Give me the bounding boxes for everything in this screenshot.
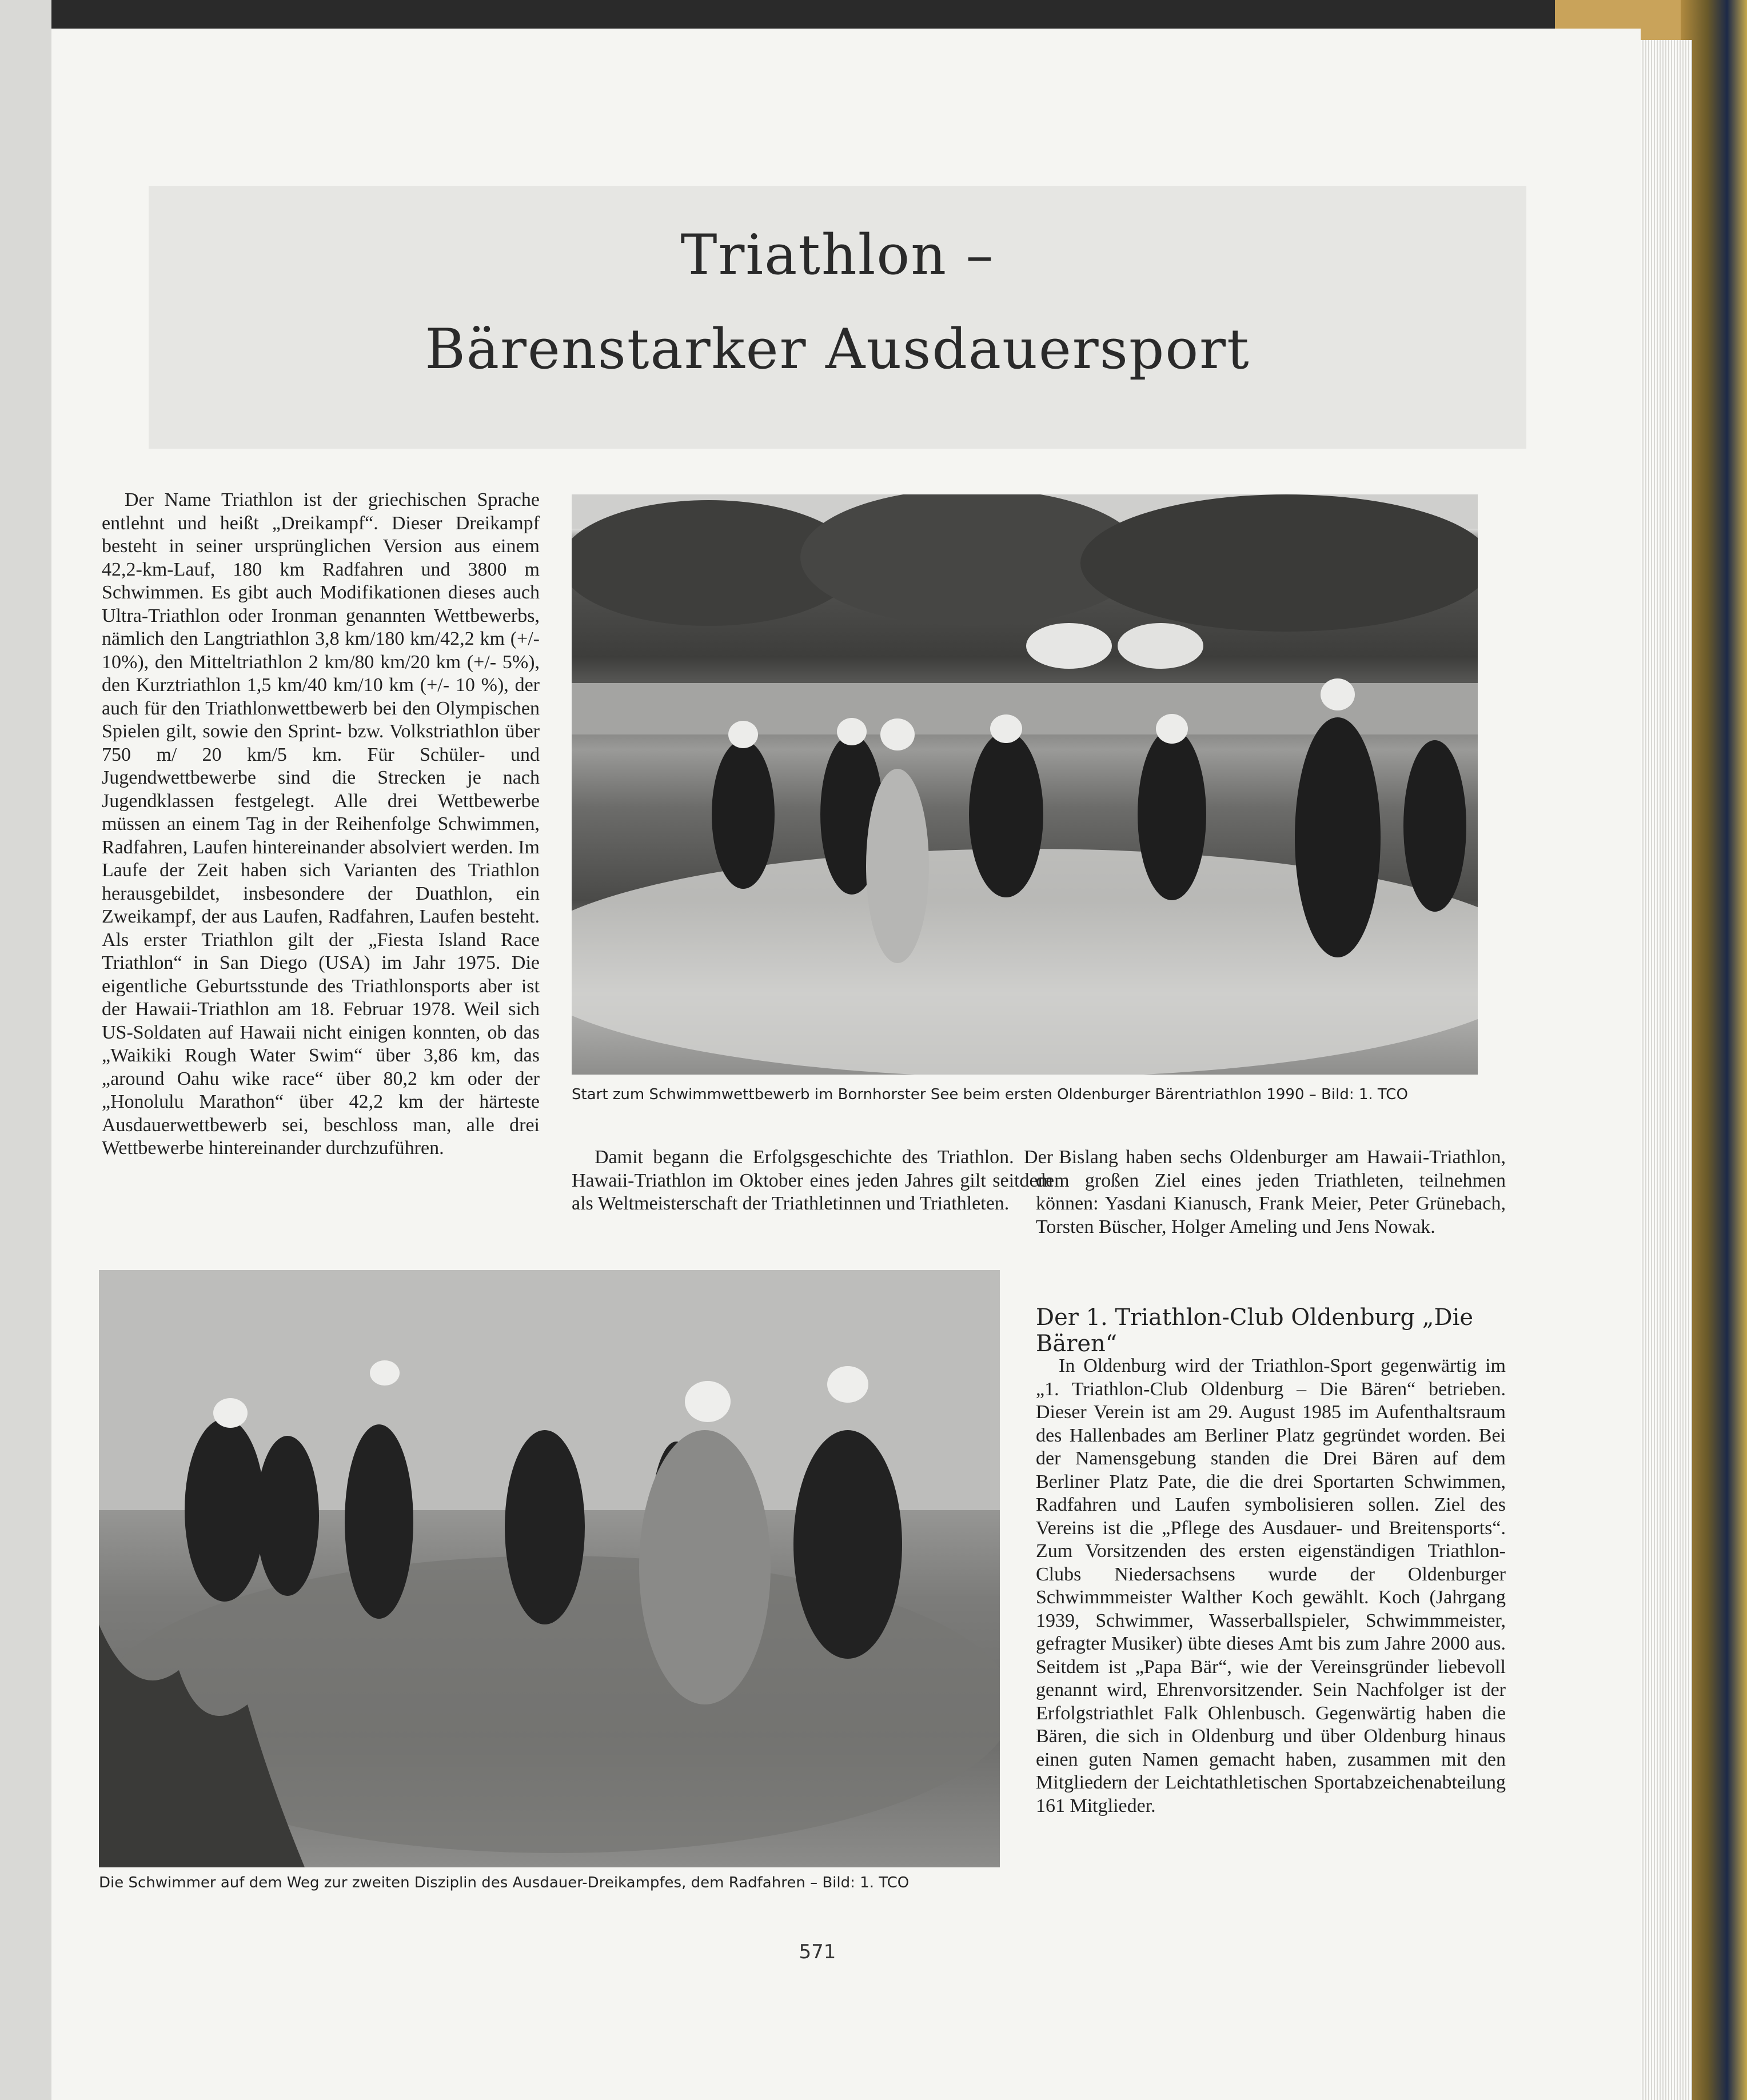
scan-left-edge — [0, 0, 51, 2100]
photo-swimmers-exit-image — [99, 1270, 1000, 1867]
photo-caption: Start zum Schwimmwettbewerb im Bornhorster See beim ersten Oldenburger Bärentriathlon 1990 – Bild: 1. TCO — [572, 1086, 1408, 1103]
title-block — [149, 186, 1526, 449]
photo-swimmers-exit — [99, 1270, 1000, 1867]
text-column-right — [1036, 1146, 1506, 1239]
page-number: 571 — [799, 1941, 836, 1963]
text-column-middle — [572, 1146, 1053, 1216]
page-subtitle: Bärenstarker Ausdauersport — [425, 317, 1250, 381]
text-column-left — [102, 489, 540, 1160]
photo-caption: Die Schwimmer auf dem Weg zur zweiten Disziplin des Ausdauer-Dreikampfes, dem Radfahren – Bild: 1. TCO — [99, 1874, 910, 1891]
paragraph: In Oldenburg wird der Triathlon-Sport gegenwärtig im „1. Triathlon-Club Oldenburg – Die Bären“ betrieben. Dieser Verein ist am 29. August 1985 im Aufenthaltsraum des Hallenbades am Berliner Platz gegründet worden. Bei der Namensgebung standen die Drei Bären auf dem Berliner Platz Pate, die die drei Sportarten Schwimmen, Radfahren und Laufen symbolisieren sollen. Ziel des Vereins ist die „Pflege des Ausdauer- und Breitensports“. Zum Vorsitzenden des ersten eigenständigen Triathlon-Clubs Niedersachsens wurde der Oldenburger Schwimmmeister Walther Koch gewählt. Koch (Jahrgang 1939, Schwimmer, Wasserballspieler, Schwimmmeister, gefragter Musiker) übte dieses Amt bis zum Jahre 2000 aus. Seitdem ist „Papa Bär“, wie der Vereinsgründer liebevoll genannt wird, Ehrenvorsitzender. Sein Nachfolger ist der Erfolgstriathlet Falk Ohlenbusch. Gegenwärtig haben die Bären, die sich in Oldenburg und über Oldenburg hinaus einen guten Namen gemacht haben, zusammen mit den Mitgliedern der Leichtathletischen Sportabzeichenabteilung 161 Mitglieder. — [1036, 1355, 1506, 1816]
photo-swim-start-image — [572, 494, 1478, 1075]
book-page — [51, 29, 1641, 2100]
photo-swim-start — [572, 494, 1478, 1075]
paragraph: Damit begann die Erfolgsgeschichte des Triathlon. Der Hawaii-Triathlon im Oktober eines jeden Jahres gilt seitdem als Weltmeisterschaft der Triathletinnen und Triathleten. — [572, 1147, 1053, 1214]
page-title: Triathlon – — [680, 223, 995, 287]
paragraph: Der Name Triathlon ist der griechischen Sprache entlehnt und heißt „Dreikampf“. Dieser Dreikampf besteht in seiner ursprünglichen Version aus einem 42,2-km-Lauf, 180 km Radfahren und 3800 m Schwimmen. Es gibt auch Modifikationen dieses auch Ultra-Triathlon oder Ironman genannten Wettbewerbs, nämlich den Langtriathlon 3,8 km/180 km/42,2 km (+/- 10%), den Mitteltriathlon 2 km/80 km/20 km (+/- 5%), den Kurztriathlon 1,5 km/40 km/10 km (+/- 10 %), der auch für den Triathlonwettbewerb bei den Olympischen Spielen gilt, sowie den Sprint- bzw. Volkstriathlon über 750 m/ 20 km/5 km. Für Schüler- und Jugendwettbewerbe sind die Strecken je nach Jugendklassen festgelegt. Alle drei Wettbewerbe müssen an einem Tag in der Reihenfolge Schwimmen, Radfahren, Laufen hintereinander absolviert werden. Im Laufe der Zeit haben sich Varianten des Triathlon herausgebildet, insbesondere der Duathlon, ein Zweikampf, der aus Laufen, Radfahren, Laufen besteht. Als erster Triathlon gilt der „Fiesta Island Race Triathlon“ in San Diego (USA) im Jahr 1975. Die eigentliche Geburtsstunde des Triathlonsports aber ist der Hawaii-Triathlon am 18. Februar 1978. Weil sich US-Soldaten auf Hawaii nicht einigen konnten, ob das „Waikiki Rough Water Swim“ über 3,86 km, das „around Oahu wike race“ über 80,2 km oder der „Honolulu Marathon“ über 42,2 km der härteste Ausdauerwettbewerb sei, beschloss man, alle drei Wettbewerbe hintereinander durchzuführen. — [102, 489, 540, 1159]
section-body — [1036, 1355, 1506, 1818]
paragraph: Bislang haben sechs Oldenburger am Hawaii-Triathlon, dem großen Ziel eines jeden Triathleten, teilnehmen können: Yasdani Kianusch, Frank Meier, Peter Grünebach, Torsten Büscher, Holger Ameling und Jens Nowak. — [1036, 1147, 1506, 1237]
section-heading: Der 1. Triathlon-Club Oldenburg „Die Bären“ — [1036, 1304, 1474, 1357]
